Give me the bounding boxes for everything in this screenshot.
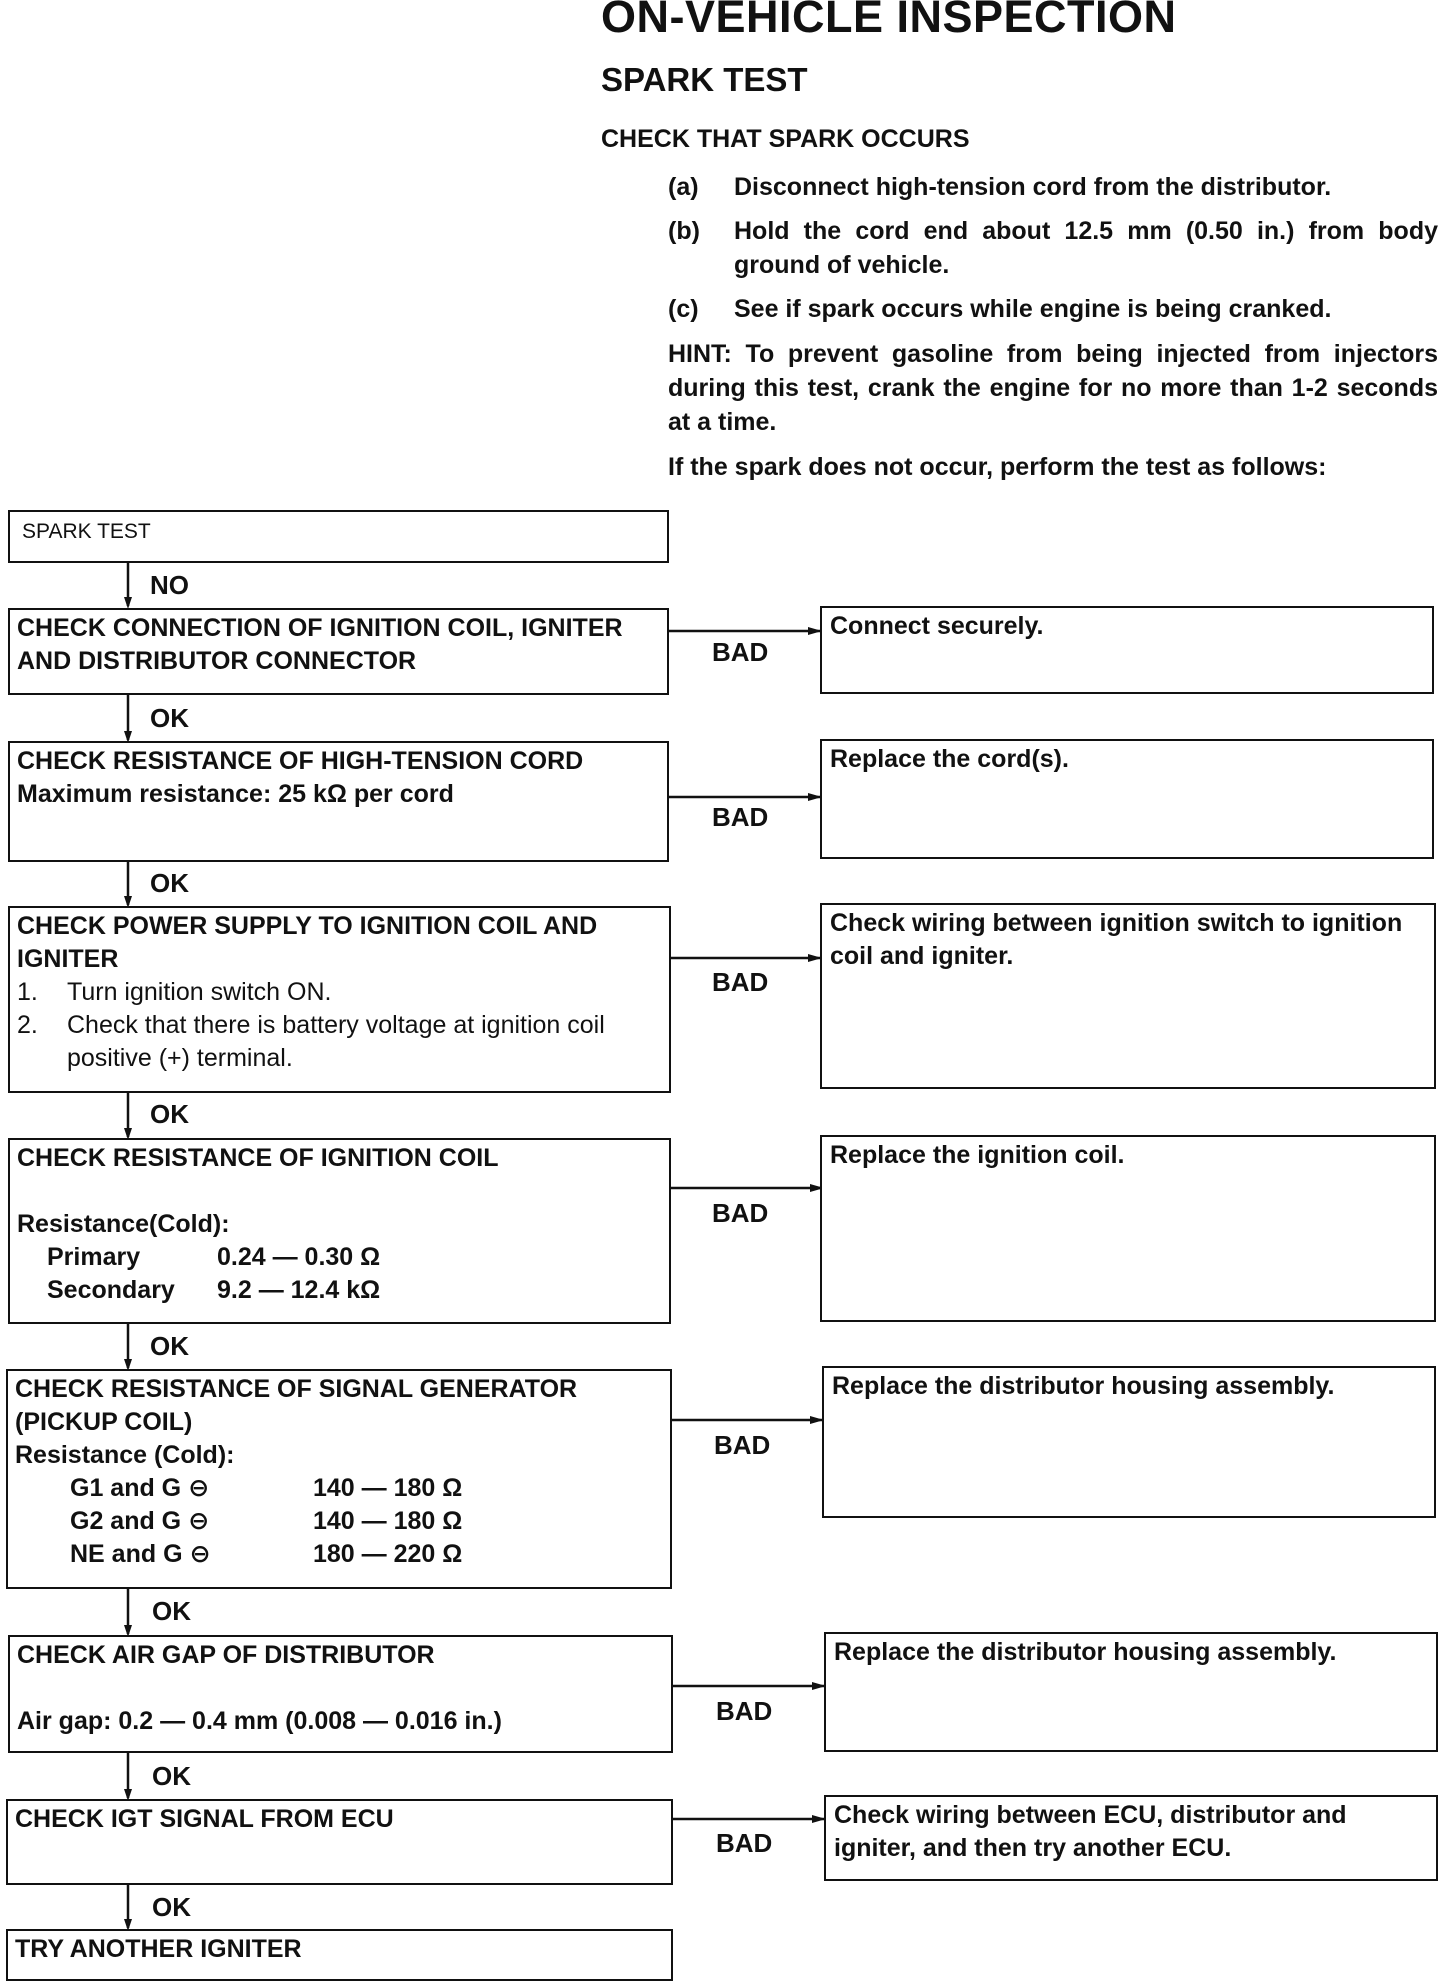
bad-action-box-2: [820, 739, 1434, 859]
list-item: [17, 976, 662, 1009]
step-label: (b): [668, 217, 700, 245]
hint-text: HINT: To prevent gasoline from being injected from injectors during this test, crank the engine for no more than 1-2 seconds at a time.: [668, 340, 1438, 436]
check-title: CHECK POWER SUPPLY TO IGNITION COIL AND IGNITER: [17, 912, 598, 973]
spec-table: [17, 1241, 662, 1307]
check-box-1: [8, 608, 669, 695]
bad-action-text: Check wiring between ECU, distributor and igniter, and then try another ECU.: [834, 1801, 1347, 1862]
check-box-4: [8, 1138, 671, 1324]
bad-label: BAD: [714, 1430, 771, 1460]
check-box-7: [6, 1799, 673, 1885]
ok-label: OK: [150, 868, 189, 898]
check-spec-label: Resistance(Cold):: [17, 1210, 230, 1238]
bad-label: BAD: [712, 802, 769, 832]
spec-row: [17, 1241, 662, 1274]
list-text: Check that there is battery voltage at ignition coil positive (+) terminal.: [67, 1011, 605, 1072]
bad-label: BAD: [712, 967, 769, 997]
check-spec-label: Resistance (Cold):: [15, 1441, 235, 1469]
ok-label: OK: [152, 1761, 191, 1791]
check-title: CHECK RESISTANCE OF IGNITION COIL: [17, 1144, 499, 1172]
bad-action-text: Replace the cord(s).: [830, 745, 1069, 773]
spec-row: [15, 1472, 663, 1505]
flow-start-box: [8, 510, 669, 563]
bad-action-text: Check wiring between ignition switch to ignition coil and igniter.: [830, 909, 1403, 970]
check-spec: Air gap: 0.2 — 0.4 mm (0.008 — 0.016 in.): [17, 1707, 502, 1735]
bad-action-text: Connect securely.: [830, 612, 1044, 640]
spec-name: Primary: [47, 1243, 141, 1271]
spec-name: G1 and G ⊖: [70, 1474, 210, 1502]
list-number: 1.: [17, 978, 38, 1006]
spec-name: NE and G ⊖: [70, 1540, 211, 1568]
ok-label: OK: [152, 1596, 191, 1626]
flow-start-label: SPARK TEST: [22, 520, 151, 543]
spec-value: 0.24 — 0.30 Ω: [217, 1243, 381, 1271]
spec-table: [15, 1472, 663, 1571]
spec-value: 180 — 220 Ω: [313, 1540, 463, 1568]
list-number: 2.: [17, 1011, 38, 1039]
check-title: CHECK RESISTANCE OF SIGNAL GENERATOR (PICKUP COIL): [15, 1375, 578, 1436]
check-steps-list: [17, 976, 662, 1075]
bad-action-text: Replace the ignition coil.: [830, 1141, 1125, 1169]
bad-action-box-6: [824, 1632, 1438, 1752]
spec-name: Secondary: [47, 1276, 175, 1304]
spec-name: G2 and G ⊖: [70, 1507, 210, 1535]
step-label: (c): [668, 295, 699, 323]
bad-label: BAD: [716, 1696, 773, 1726]
spec-row: [17, 1274, 662, 1307]
page-title: ON-VEHICLE INSPECTION: [601, 0, 1177, 42]
bad-action-text: Replace the distributor housing assembly.: [834, 1638, 1337, 1666]
flow-no-label: NO: [150, 570, 189, 600]
bad-action-text: Replace the distributor housing assembly.: [832, 1372, 1335, 1400]
ok-label: OK: [150, 1331, 189, 1361]
spec-value: 140 — 180 Ω: [313, 1474, 463, 1502]
bad-action-box-1: [820, 606, 1434, 694]
step-text: See if spark occurs while engine is being cranked.: [734, 295, 1332, 323]
bad-action-box-5: [822, 1366, 1436, 1518]
spec-row: [15, 1505, 663, 1538]
spec-row: [15, 1538, 663, 1571]
bad-action-box-4: [820, 1135, 1436, 1322]
step-text: Disconnect high-tension cord from the distributor.: [734, 173, 1332, 201]
ok-label: OK: [152, 1892, 191, 1922]
ok-label: OK: [150, 703, 189, 733]
spec-value: 9.2 — 12.4 kΩ: [217, 1276, 381, 1304]
flow-end-label: TRY ANOTHER IGNITER: [15, 1935, 302, 1963]
ok-label: OK: [150, 1099, 189, 1129]
check-box-3: [8, 906, 671, 1093]
check-title: CHECK CONNECTION OF IGNITION COIL, IGNITER AND DISTRIBUTOR CONNECTOR: [17, 614, 623, 675]
bad-label: BAD: [716, 1828, 773, 1858]
check-title: CHECK RESISTANCE OF HIGH-TENSION CORD: [17, 747, 584, 775]
list-item: [17, 1009, 662, 1075]
bad-label: BAD: [712, 637, 769, 667]
spec-value: 140 — 180 Ω: [313, 1507, 463, 1535]
check-title: CHECK IGT SIGNAL FROM ECU: [15, 1805, 394, 1833]
bad-action-box-3: [820, 903, 1436, 1089]
check-spec: Maximum resistance: 25 kΩ per cord: [17, 780, 454, 808]
check-title: CHECK AIR GAP OF DISTRIBUTOR: [17, 1641, 435, 1669]
section-heading: CHECK THAT SPARK OCCURS: [601, 125, 970, 153]
list-text: Turn ignition switch ON.: [67, 978, 332, 1006]
section-subtitle: SPARK TEST: [601, 61, 808, 98]
bad-action-box-7: [824, 1795, 1438, 1881]
check-box-5: [6, 1369, 672, 1589]
flow-end-box: [6, 1929, 673, 1981]
step-text: Hold the cord end about 12.5 mm (0.50 in.) from body ground of vehicle.: [734, 217, 1438, 279]
bad-label: BAD: [712, 1198, 769, 1228]
intro-text: If the spark does not occur, perform the test as follows:: [668, 453, 1327, 481]
check-box-2: [8, 741, 669, 862]
step-label: (a): [668, 173, 699, 201]
check-box-6: [8, 1635, 673, 1753]
